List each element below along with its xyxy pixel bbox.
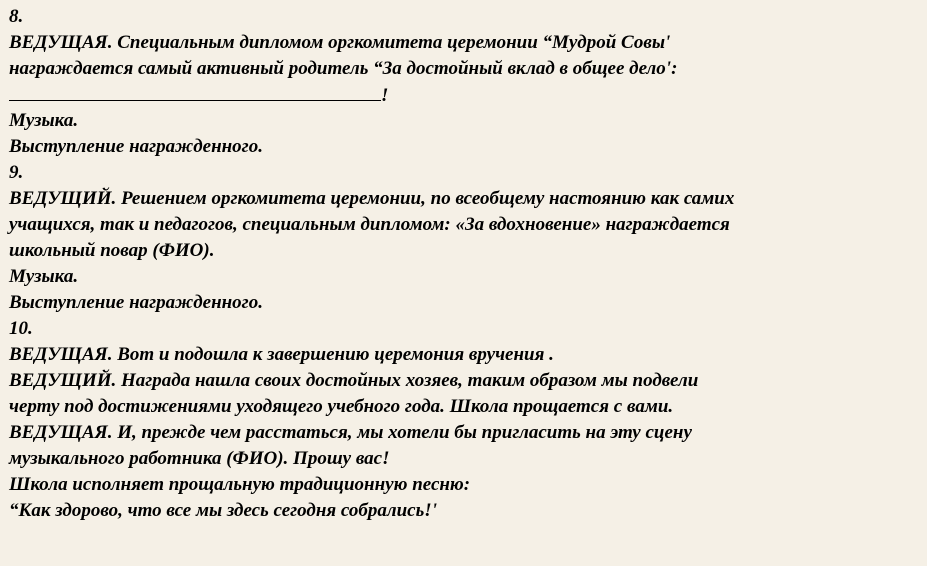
text-line: ВЕДУЩИЙ. Решением оргкомитета церемонии, по всеобщему настоянию как самих bbox=[9, 188, 735, 209]
text-line: “Как здорово, что все мы здесь сегодня собрались!' bbox=[9, 500, 437, 521]
item-number: 10. bbox=[9, 318, 33, 339]
stage-direction: Музыка. bbox=[9, 110, 79, 131]
text-line: ВЕДУЩАЯ. И, прежде чем расстаться, мы хотели бы пригласить на эту сцену bbox=[9, 422, 692, 443]
fill-in-blank bbox=[9, 82, 381, 101]
item-number: 9. bbox=[9, 162, 24, 183]
item-number: 8. bbox=[9, 6, 24, 27]
blank-line-exclamation: ! bbox=[381, 85, 389, 106]
text-line: ВЕДУЩАЯ. Вот и подошла к завершению церемония вручения . bbox=[9, 344, 554, 365]
text-line: черту под достижениями уходящего учебного года. Школа прощается с вами. bbox=[9, 396, 674, 417]
text-line: награждается самый активный родитель “За достойный вклад в общее дело': bbox=[9, 58, 678, 79]
text-line: учащихся, так и педагогов, специальным дипломом: «За вдохновение» награждается bbox=[9, 214, 730, 235]
stage-direction: Выступление награжденного. bbox=[9, 292, 263, 313]
stage-direction: Музыка. bbox=[9, 266, 79, 287]
text-line: музыкального работника (ФИО). Прошу вас! bbox=[9, 448, 390, 469]
text-line: Школа исполняет прощальную традиционную песню: bbox=[9, 474, 471, 495]
stage-direction: Выступление награжденного. bbox=[9, 136, 263, 157]
text-line: ВЕДУЩАЯ. Специальным дипломом оргкомитета церемонии “Мудрой Совы' bbox=[9, 32, 671, 53]
text-line: школьный повар (ФИО). bbox=[9, 240, 215, 261]
blank-line bbox=[9, 82, 927, 108]
text-line: ВЕДУЩИЙ. Награда нашла своих достойных хозяев, таким образом мы подвели bbox=[9, 370, 699, 391]
